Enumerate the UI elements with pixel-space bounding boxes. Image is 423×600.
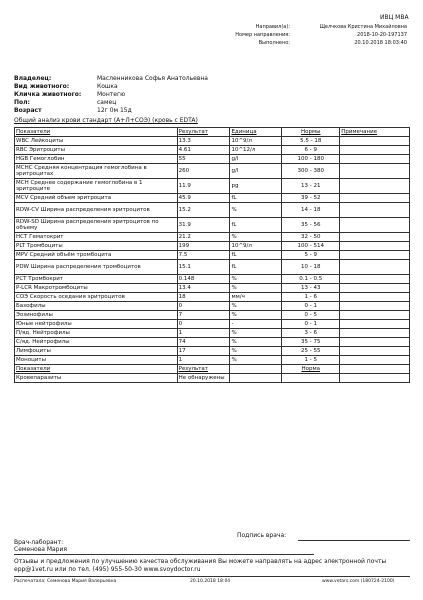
cell-unit: %: [230, 284, 282, 292]
cell-unit: %: [230, 302, 282, 310]
owner-value: Масленникова Софья Анатольевна: [97, 75, 208, 82]
cell-unit: fL: [230, 218, 282, 232]
cell-indicator: Юные нейтрофилы: [15, 320, 178, 328]
cell-range: 32 - 50: [282, 233, 340, 241]
signature-divider: [14, 554, 314, 555]
referrer-value: Щелчкова Кристина Михайловна: [319, 24, 407, 30]
cell-extra-range: [282, 374, 340, 382]
cell-range: 0 - 1: [282, 320, 340, 328]
header-result: Результат: [178, 128, 231, 136]
header2-unit: [230, 365, 282, 373]
header-note: Примечание: [340, 128, 410, 136]
owner-label: Владелец:: [14, 75, 52, 82]
lab-org-name: ИВЦ МВА: [380, 14, 409, 21]
referral-number-value: 2018-10-20-197137: [357, 32, 407, 38]
cell-result: 260: [178, 164, 231, 178]
cell-range: 1 - 6: [282, 293, 340, 301]
cell-result: 18: [178, 293, 231, 301]
cell-note: [340, 146, 410, 154]
cell-unit: fL: [230, 251, 282, 259]
cell-result: 7.5: [178, 251, 231, 259]
cell-note: [340, 164, 410, 178]
cell-range: 100 - 514: [282, 242, 340, 250]
cell-note: [340, 260, 410, 274]
table-row: [14, 145, 410, 154]
cell-indicator: MCH Среднее содержание гемоглобина в 1 эритроците: [15, 179, 178, 193]
cell-indicator: MCV Средний объем эритроцита: [15, 194, 178, 202]
cell-result: 7: [178, 311, 231, 319]
cell-note: [340, 329, 410, 337]
lab-doctor-label: Врач-лаборант:: [14, 539, 64, 546]
cell-unit: g/l: [230, 155, 282, 163]
cell-range: 5.5 - 18: [282, 137, 340, 145]
cell-indicator: Моноциты: [15, 356, 178, 364]
cell-note: [340, 302, 410, 310]
cell-range: 13 - 21: [282, 179, 340, 193]
cell-note: [340, 218, 410, 232]
cell-indicator: П/яд. Нейтрофилы: [15, 329, 178, 337]
header2-indicator: Показатели: [15, 365, 178, 373]
cell-result: 0.148: [178, 275, 231, 283]
cell-note: [340, 194, 410, 202]
table-row: [14, 274, 410, 283]
species-value: Кошка: [97, 83, 118, 90]
cell-range: 300 - 380: [282, 164, 340, 178]
header-range: Нормы: [282, 128, 340, 136]
cell-unit: fL: [230, 194, 282, 202]
cell-range: 0 - 5: [282, 311, 340, 319]
cell-note: [340, 233, 410, 241]
cell-note: [340, 347, 410, 355]
results-table: [14, 127, 410, 383]
cell-indicator: Лимфоциты: [15, 347, 178, 355]
cell-unit: %: [230, 203, 282, 217]
header-unit: Единица: [230, 128, 282, 136]
cell-indicator: СОЭ Скорость оседания эритроцитов: [15, 293, 178, 301]
cell-indicator: WBC Лейкоциты: [15, 137, 178, 145]
analysis-title: Общий анализ крови стандарт (А+Л+СОЭ) (кровь с EDTA): [14, 117, 198, 124]
cell-unit: 10^12/л: [230, 146, 282, 154]
cell-result: 15.1: [178, 260, 231, 274]
doctor-signature-label: Подпись врача:: [237, 532, 287, 539]
cell-note: [340, 179, 410, 193]
cell-result: 21.2: [178, 233, 231, 241]
species-label: Вид животного:: [14, 83, 70, 90]
cell-unit: мм/ч: [230, 293, 282, 301]
cell-note: [340, 320, 410, 328]
header2-note: [340, 365, 410, 373]
cell-note: [340, 155, 410, 163]
cell-range: 10 - 18: [282, 260, 340, 274]
cell-indicator: Эозинофилы: [15, 311, 178, 319]
cell-note: [340, 293, 410, 301]
cell-range: 13 - 43: [282, 284, 340, 292]
cell-range: 25 - 55: [282, 347, 340, 355]
cell-result: 17: [178, 347, 231, 355]
cell-unit: g/l: [230, 164, 282, 178]
cell-result: 11.9: [178, 179, 231, 193]
table-header-row-secondary: [14, 364, 410, 373]
cell-result: 31.9: [178, 218, 231, 232]
table-row: [14, 250, 410, 259]
cell-note: [340, 251, 410, 259]
cell-unit: %: [230, 275, 282, 283]
table-row: [14, 178, 410, 193]
cell-note: [340, 275, 410, 283]
cell-indicator: Базофилы: [15, 302, 178, 310]
cell-result: 15.2: [178, 203, 231, 217]
referrer-label: Направил(а):: [255, 24, 290, 30]
cell-note: [340, 137, 410, 145]
cell-unit: pg: [230, 179, 282, 193]
cell-note: [340, 284, 410, 292]
cell-indicator: HCT Гематокрит: [15, 233, 178, 241]
cell-range: 39 - 52: [282, 194, 340, 202]
table-row: [14, 328, 410, 337]
cell-range: 14 - 18: [282, 203, 340, 217]
table-row: [14, 217, 410, 232]
age-value: 12г 0м 15д: [97, 107, 132, 114]
cell-result: 13.3: [178, 137, 231, 145]
cell-extra-result: Не обнаружены: [178, 374, 231, 382]
completed-label: Выполнено:: [258, 40, 290, 46]
cell-range: 100 - 180: [282, 155, 340, 163]
cell-note: [340, 338, 410, 346]
table-row: [14, 301, 410, 310]
cell-range: 35 - 56: [282, 218, 340, 232]
cell-indicator: HGB Гемоглобин: [15, 155, 178, 163]
cell-result: 55: [178, 155, 231, 163]
cell-range: 5 - 9: [282, 251, 340, 259]
age-label: Возраст: [14, 107, 42, 114]
sex-value: самец: [97, 99, 117, 106]
table-row: [14, 241, 410, 250]
table-row: [14, 193, 410, 202]
cell-unit: %: [230, 356, 282, 364]
print-datetime: 20.10.2018 18:04: [190, 579, 231, 584]
cell-result: 13.4: [178, 284, 231, 292]
cell-result: 199: [178, 242, 231, 250]
cell-indicator: С/яд. Нейтрофилы: [15, 338, 178, 346]
cell-indicator: PDW Ширина распределения тромбоцитов: [15, 260, 178, 274]
table-row: [14, 136, 410, 145]
cell-note: [340, 203, 410, 217]
table-row: [14, 373, 410, 383]
cell-result: 0: [178, 320, 231, 328]
cell-result: 45.9: [178, 194, 231, 202]
cell-range: 0.1 - 0.5: [282, 275, 340, 283]
table-row: [14, 355, 410, 364]
cell-note: [340, 311, 410, 319]
table-row: [14, 310, 410, 319]
cell-unit: %: [230, 329, 282, 337]
cell-note: [340, 356, 410, 364]
cell-extra-indicator: Кровепаразиты: [15, 374, 178, 382]
table-row: [14, 202, 410, 217]
cell-result: 1: [178, 356, 231, 364]
printed-by: Распечатала: Семенова Мария Валерьевна: [14, 579, 117, 584]
footer-divider: [14, 576, 410, 577]
sex-label: Пол:: [14, 99, 30, 106]
cell-indicator: MCHC Средняя концентрация гемоглобина в эритроцитах: [15, 164, 178, 178]
doctor-signature-line: [298, 540, 410, 541]
cell-unit: 10^9/л: [230, 242, 282, 250]
table-row: [14, 259, 410, 274]
cell-indicator: MPV Средний объём тромбоцита: [15, 251, 178, 259]
cell-indicator: RDW-SD Ширина распределения эритроцитов по объему: [15, 218, 178, 232]
referral-number-label: Номер направления:: [235, 32, 290, 38]
cell-indicator: PCT Тромбокрит: [15, 275, 178, 283]
table-row: [14, 154, 410, 163]
pet-name-label: Кличка животного:: [14, 91, 82, 98]
cell-unit: %: [230, 338, 282, 346]
header-indicator: Показатели: [15, 128, 178, 136]
feedback-note: Отзывы и предложения по улучшению качества обслуживания Вы можете направлять на адрес электронной почты epp@1vet.ru или по тел. (495) 955-50-30 www.svoydoctor.ru: [14, 558, 387, 573]
cell-result: 4.61: [178, 146, 231, 154]
pet-name-value: Монтегю: [97, 91, 126, 98]
cell-result: 0: [178, 302, 231, 310]
cell-unit: 10^9/л: [230, 137, 282, 145]
table-row: [14, 337, 410, 346]
table-row: [14, 232, 410, 241]
lab-doctor-name: Семенова Мария: [14, 546, 67, 553]
cell-indicator: P-LCR Макротромбоциты: [15, 284, 178, 292]
cell-unit: fL: [230, 260, 282, 274]
cell-unit: %: [230, 311, 282, 319]
table-row: [14, 292, 410, 301]
cell-range: 35 - 75: [282, 338, 340, 346]
cell-extra-unit: [230, 374, 282, 382]
cell-indicator: RBC Эритроциты: [15, 146, 178, 154]
cell-result: 74: [178, 338, 231, 346]
cell-note: [340, 242, 410, 250]
cell-indicator: PLT Тромбоциты: [15, 242, 178, 250]
cell-extra-note: [340, 374, 410, 382]
cell-unit: %: [230, 347, 282, 355]
cell-unit: -: [230, 320, 282, 328]
cell-range: 1 - 5: [282, 356, 340, 364]
cell-result: 1: [178, 329, 231, 337]
software-version: www.vetars.com (180724-2100): [322, 579, 395, 584]
header2-range: Норма: [282, 365, 340, 373]
cell-unit: %: [230, 233, 282, 241]
cell-range: 0 - 1: [282, 302, 340, 310]
table-row: [14, 163, 410, 178]
header2-result: Результат: [178, 365, 231, 373]
cell-range: 3 - 6: [282, 329, 340, 337]
cell-indicator: RDW-CV Ширина распределения эритроцитов: [15, 203, 178, 217]
table-header-row: [14, 127, 410, 136]
table-row: [14, 319, 410, 328]
cell-range: 6 - 9: [282, 146, 340, 154]
table-row: [14, 283, 410, 292]
table-row: [14, 346, 410, 355]
completed-value: 20.10.2018 18:03:40: [354, 40, 407, 46]
